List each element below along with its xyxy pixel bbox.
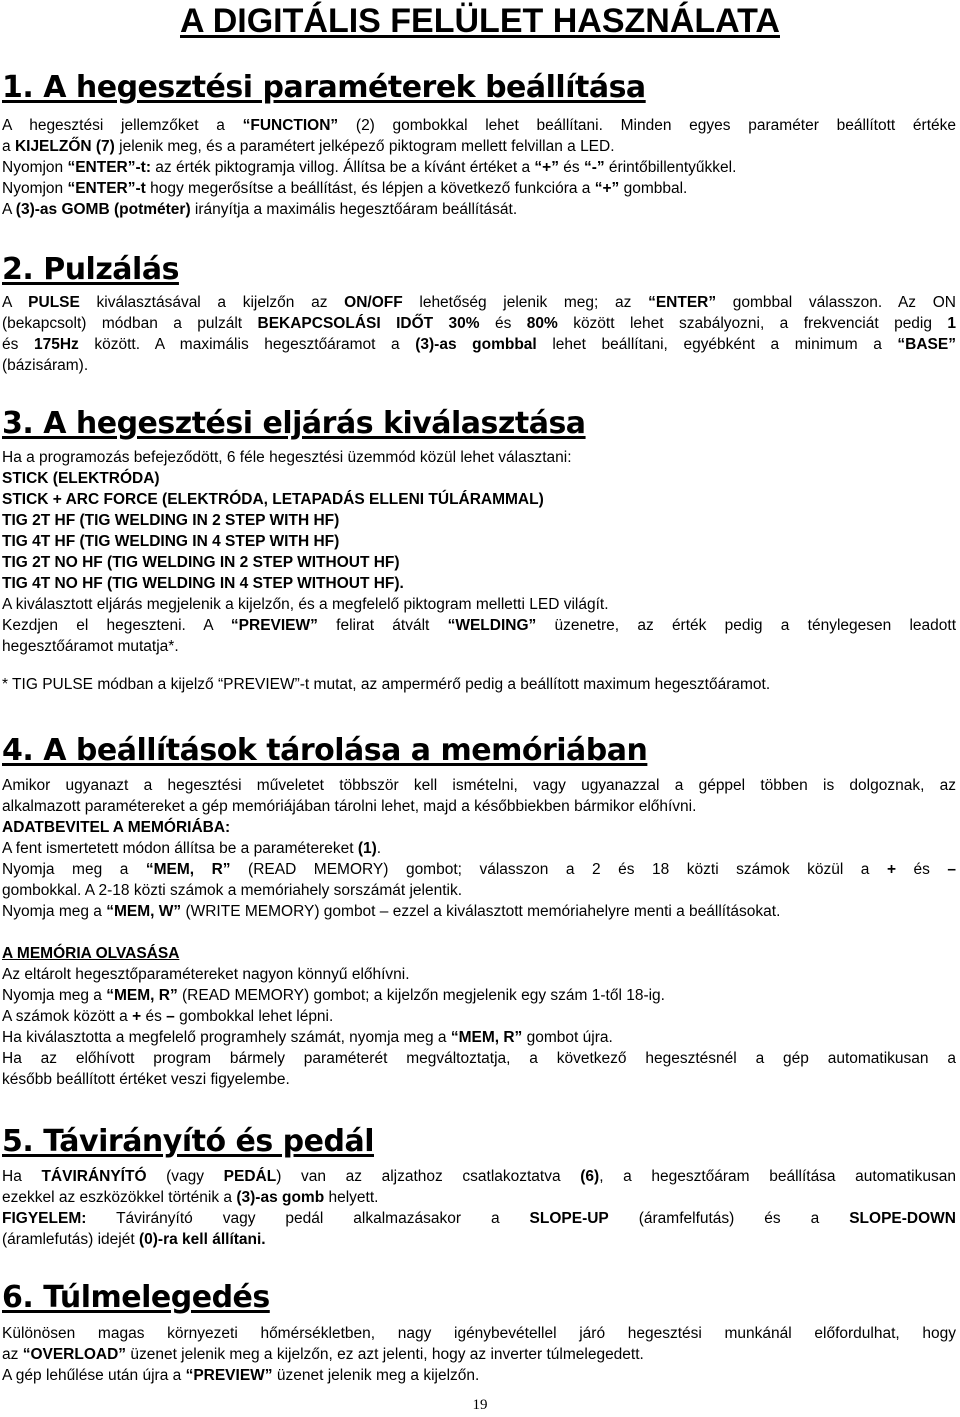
- section-6-body: [2, 1323, 956, 1386]
- section-1-body: [2, 115, 956, 220]
- s6-line-3: A gép lehűlése után újra a “PREVIEW” üzenet jelenik meg a kijelzőn.: [2, 1367, 480, 1384]
- mode-tig-4t-no-hf: TIG 4T NO HF (TIG WELDING IN 4 STEP WITHOUT HF).: [2, 575, 404, 592]
- s3-led-line: A kiválasztott eljárás megjelenik a kijelzőn, és a megfelelő piktogram melletti LED világít.: [2, 596, 609, 613]
- s4-read-2: Nyomja meg a “MEM, R” (READ MEMORY) gombot; a kijelzőn megjelenik egy szám 1-től 18-ig.: [2, 987, 665, 1004]
- section-5-body: [2, 1166, 956, 1250]
- s5-line-3: FIGYELEM: Távirányító vagy pedál alkalmazásakor a SLOPE-UP (áramfelfutás) és a SLOPE-DOWN: [2, 1210, 956, 1227]
- s1-line-2: a KIJELZŐN (7) jelenik meg, és a paramétert jelképező piktogram mellett felvillan a LED.: [2, 138, 615, 155]
- mode-tig-2t-hf: TIG 2T HF (TIG WELDING IN 2 STEP WITH HF): [2, 512, 340, 529]
- section-4-title: 4. A beállítások tárolása a memóriában: [2, 733, 648, 768]
- s4-read-5: Ha az előhívott program bármely paraméterét megváltoztatja, a következő hegesztésnél a gép automatikusan a: [2, 1050, 956, 1067]
- s4-entry-heading: ADATBEVITEL A MEMÓRIÁBA:: [2, 819, 231, 836]
- page-number: 19: [472, 1397, 488, 1413]
- s4-read-heading: A MEMÓRIA OLVASÁSA: [2, 945, 180, 962]
- section-6-title: 6. Túlmelegedés: [2, 1280, 270, 1315]
- section-2-title: 2. Pulzálás: [2, 252, 179, 287]
- s4-line-5: gombokkal. A 2-18 közti számok a memóriahely sorszámát jelentik.: [2, 882, 463, 899]
- s4-read-6: később beállított értéket veszi figyelembe.: [2, 1071, 290, 1088]
- mode-stick-arc-force: STICK + ARC FORCE (ELEKTRÓDA, LETAPADÁS ELLENI TÚLÁRAMMAL): [2, 491, 544, 508]
- s5-line-2: ezekkel az eszközökkel történik a (3)-as gomb helyett.: [2, 1189, 379, 1206]
- s1-line-1: A hegesztési jellemzőket a “FUNCTION” (2) gombokkal lehet beállítani. Minden egyes paraméter beállított értéke: [2, 117, 957, 134]
- s5-line-1: Ha TÁVIRÁNYÍTÓ (vagy PEDÁL) van az aljzathoz csatlakoztatva (6), a hegesztőáram beállítása automatikusan: [2, 1168, 956, 1185]
- s6-line-2: az “OVERLOAD” üzenet jelenik meg a kijelzőn, ez azt jelenti, hogy az inverter túlmelegedett.: [2, 1346, 644, 1363]
- section-1-title: 1. A hegesztési paraméterek beállítása: [2, 70, 646, 105]
- mode-tig-4t-hf: TIG 4T HF (TIG WELDING IN 4 STEP WITH HF): [2, 533, 340, 550]
- s2-line-4: (bázisáram).: [2, 357, 89, 374]
- section-3-body: [2, 447, 956, 695]
- s4-line-2: alkalmazott paramétereket a gép memóriájában tárolni lehet, majd a későbbiekben bármikor előhívni.: [2, 798, 697, 815]
- section-5-title: 5. Távirányító és pedál: [2, 1124, 374, 1159]
- s2-line-2: (bekapcsolt) módban a pulzált BEKAPCSOLÁSI IDŐT 30% és 80% között lehet szabályozni, a frekvenciát pedig 1: [2, 315, 957, 332]
- s3-preview-line-2: hegesztőáramot mutatja*.: [2, 638, 179, 655]
- s1-line-5: A (3)-as GOMB (potméter) irányítja a maximális hegesztőáram beállítását.: [2, 201, 518, 218]
- s4-read-1: Az eltárolt hegesztőparamétereket nagyon könnyű előhívni.: [2, 966, 410, 983]
- s2-line-3: és 175Hz között. A maximális hegesztőáramot a (3)-as gombbal lehet beállítani, egyébként a minimum a “BASE”: [2, 336, 956, 353]
- s2-line-1: A PULSE kiválasztásával a kijelzőn az ON/OFF lehetőség jelenik meg; az “ENTER” gombbal válasszon. Az ON: [2, 294, 956, 311]
- s4-line-4: Nyomja meg a “MEM, R” (READ MEMORY) gombot; válasszon a 2 és 18 közti számok közül a + és –: [2, 861, 957, 878]
- section-2-body: [2, 292, 956, 376]
- s4-line-1: Amikor ugyanazt a hegesztési műveletet többször kell ismételni, vagy ugyanazzal a géppel többen is dolgoznak, az: [2, 777, 956, 794]
- s4-line-6: Nyomja meg a “MEM, W” (WRITE MEMORY) gombot – ezzel a kiválasztott memóriahelyre menti a beállításokat.: [2, 903, 781, 920]
- mode-tig-2t-no-hf: TIG 2T NO HF (TIG WELDING IN 2 STEP WITHOUT HF): [2, 554, 400, 571]
- s1-line-4: Nyomjon “ENTER”-t hogy megerősítse a beállítást, és lépjen a következő funkcióra a “+” gombbal.: [2, 180, 688, 197]
- s4-line-3: A fent ismertetett módon állítsa be a paramétereket (1).: [2, 840, 382, 857]
- s5-line-4: (áramlefutás) idejét (0)-ra kell állítani.: [2, 1231, 266, 1248]
- s3-preview-line: Kezdjen el hegeszteni. A “PREVIEW” felirat átvált “WELDING” üzenetre, az érték pedig a ténylegesen leadott: [2, 617, 957, 634]
- section-4-body: [2, 775, 956, 1090]
- page-title: A DIGITÁLIS FELÜLET HASZNÁLATA: [180, 2, 780, 40]
- s3-footnote: * TIG PULSE módban a kijelző “PREVIEW”-t mutat, az ampermérő pedig a beállított maximum hegesztőáramot.: [2, 676, 771, 693]
- section-3-title: 3. A hegesztési eljárás kiválasztása: [2, 406, 586, 441]
- s3-intro: Ha a programozás befejeződött, 6 féle hegesztési üzemmód közül lehet választani:: [2, 449, 572, 466]
- s1-line-3: Nyomjon “ENTER”-t: az érték piktogramja villog. Állítsa be a kívánt értéket a “+” és “-” érintőbillentyűkkel.: [2, 159, 737, 176]
- s4-read-4: Ha kiválasztotta a megfelelő programhely számát, nyomja meg a “MEM, R” gombot újra.: [2, 1029, 613, 1046]
- s4-read-3: A számok között a + és – gombokkal lehet lépni.: [2, 1008, 334, 1025]
- mode-stick: STICK (ELEKTRÓDA): [2, 470, 160, 487]
- s6-line-1: Különösen magas környezeti hőmérsékletben, nagy igénybevétellel járó hegesztési munkánál előfordulhat, hogy: [2, 1325, 956, 1342]
